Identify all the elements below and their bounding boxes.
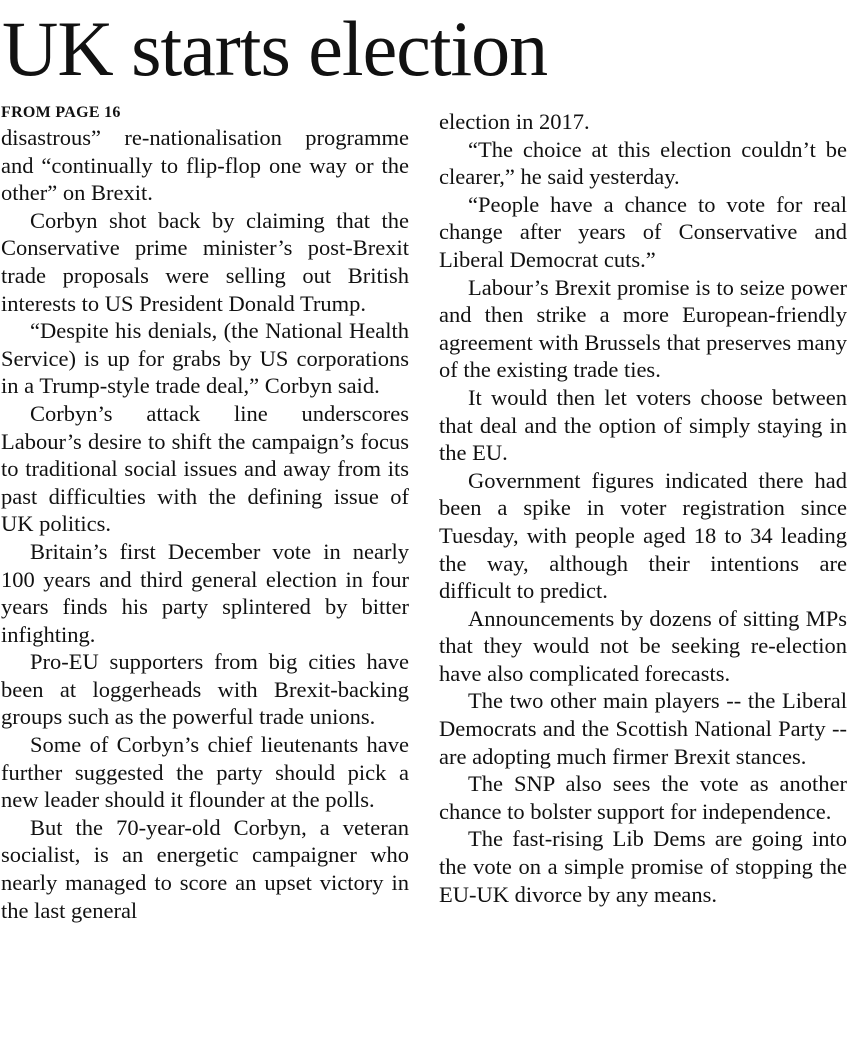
paragraph: Government figures indicated there had been a spike in voter registration since Tuesday, with people aged 18 to 34 leading the way, although their intentions are difficult to predict. (439, 467, 847, 604)
paragraph: Corbyn’s attack line underscores Labour’s desire to shift the campaign’s focus to traditional social issues and away from its past difficulties with the defining issue of UK politics. (1, 400, 409, 537)
paragraph: The fast-rising Lib Dems are going into the vote on a simple promise of stopping the EU-UK divorce by any means. (439, 826, 847, 907)
paragraph: Corbyn shot back by claiming that the Conservative prime minister’s post-Brexit trade proposals were selling out British interests to US President Donald Trump. (1, 207, 409, 316)
paragraph: Announcements by dozens of sitting MPs that they would not be seeking re-election have also complicated forecasts. (439, 605, 847, 686)
article-column-left (1, 102, 409, 924)
paragraph: The SNP also sees the vote as another chance to bolster support for independence. (439, 771, 847, 824)
paragraph: Some of Corbyn’s chief lieutenants have further suggested the party should pick a new leader should it flounder at the polls. (1, 732, 409, 813)
paragraph: The two other main players -- the Liberal Democrats and the Scottish National Party -- are adopting much firmer Brexit stances. (439, 688, 847, 769)
article-column-right (439, 108, 847, 908)
paragraph: Pro-EU supporters from big cities have been at loggerheads with Brexit-backing groups such as the powerful trade unions. (1, 649, 409, 730)
paragraph: “Despite his denials, (the National Health Service) is up for grabs by US corporations in a Trump-style trade deal,” Corbyn said. (1, 318, 409, 399)
paragraph: It would then let voters choose between that deal and the option of simply staying in the EU. (439, 384, 847, 466)
paragraph: But the 70-year-old Corbyn, a veteran socialist, is an energetic campaigner who nearly managed to score an upset victory in the last general (1, 814, 409, 923)
paragraph: election in 2017. (439, 109, 590, 134)
paragraph: “People have a chance to vote for real change after years of Conservative and Liberal Democrat cuts.” (439, 191, 847, 272)
paragraph: “The choice at this election couldn’t be clearer,” he said yesterday. (439, 136, 847, 190)
paragraph: Labour’s Brexit promise is to seize power and then strike a more European-friendly agreement with Brussels that preserves many of the existing trade ties. (439, 274, 847, 383)
headline: UK starts election (2, 5, 548, 92)
jump-line: FROM PAGE 16 (1, 104, 121, 121)
paragraph: disastrous” re-nationalisation programme and “continually to flip-flop one way or the other” on Brexit. (1, 125, 409, 206)
paragraph: Britain’s first December vote in nearly 100 years and third general election in four years finds his party splintered by bitter infighting. (1, 538, 409, 647)
